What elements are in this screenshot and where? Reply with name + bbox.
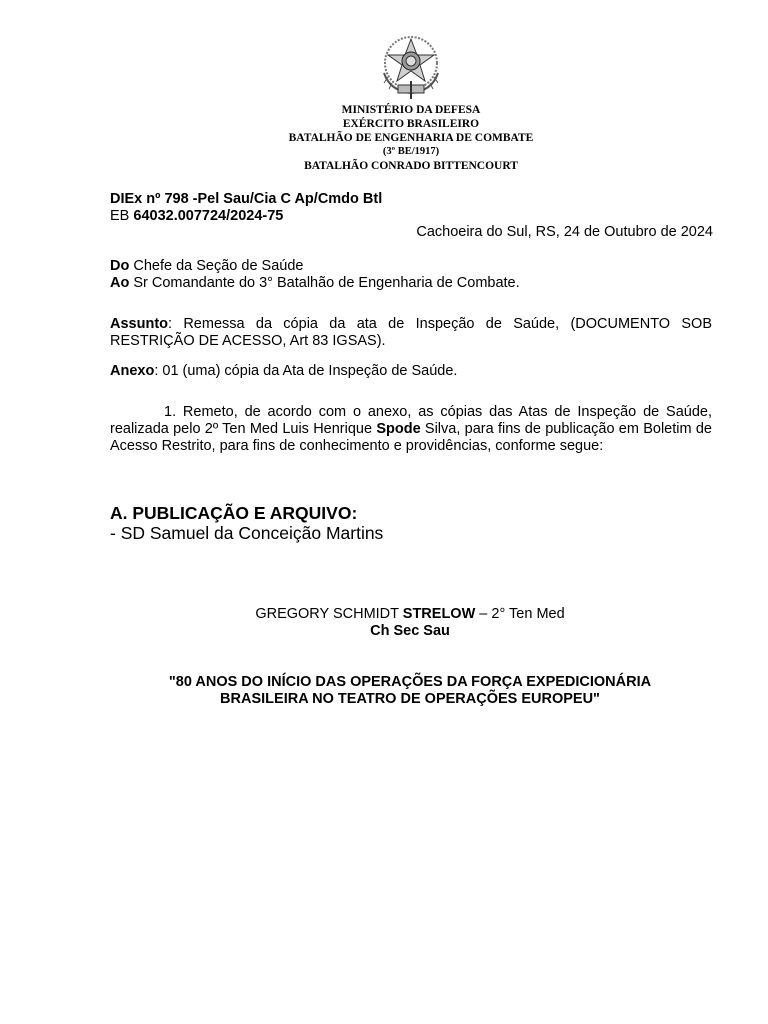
subject-label: Assunto (110, 316, 168, 332)
recipient-line (110, 275, 520, 292)
document-header (200, 103, 622, 173)
sender-label: Do (110, 258, 130, 274)
header-battalion-name: BATALHÃO CONRADO BITTENCOURT (304, 160, 518, 172)
signature-role: Ch Sec Sau (370, 623, 450, 639)
header-army: EXÉRCITO BRASILEIRO (342, 118, 480, 130)
motto-line2: BRASILEIRA NO TEATRO DE OPERAÇÕES EUROPEU" (220, 691, 600, 707)
recipient-text: Sr Comandante do 3° Batalhão de Engenharia de Combate. (129, 275, 520, 291)
coat-of-arms-emblem (368, 33, 454, 101)
document-date: Cachoeira do Sul, RS, 24 de Outubro de 2024 (416, 224, 713, 240)
paragraph-part1: 1. Remeto, de acordo com o anexo, as cópias das Atas de Inspeção de Saúde, realizada pelo 2º Ten Med Luis Henrique (110, 404, 712, 437)
annex-label: Anexo (110, 363, 155, 379)
subject-text: : Remessa da cópia da ata de Inspeção de Saúde, (DOCUMENTO SOB RESTRIÇÃO DE ACESSO, Art 83 IGSAS). (110, 316, 712, 349)
signature-rank: – 2° Ten Med (475, 606, 565, 622)
signature-name-prefix: GREGORY SCHMIDT (255, 606, 403, 622)
document-reference (110, 191, 382, 225)
publication-item: - SD Samuel da Conceição Martins (110, 523, 384, 543)
annex (110, 363, 457, 379)
sender-line (110, 258, 520, 275)
recipient-label: Ao (110, 275, 130, 291)
signature-block (110, 606, 710, 640)
eb-number: 64032.007724/2024-75 (133, 208, 284, 224)
publication-section (110, 503, 383, 543)
publication-heading: A. PUBLICAÇÃO E ARQUIVO: (110, 503, 358, 523)
motto-line1: "80 ANOS DO INÍCIO DAS OPERAÇÕES DA FORÇA EXPEDICIONÁRIA (168, 674, 652, 690)
sender-recipient (110, 258, 520, 292)
motto-quote (110, 674, 710, 708)
header-battalion: BATALHÃO DE ENGENHARIA DE COMBATE (288, 132, 534, 144)
annex-text: : 01 (uma) cópia da Ata de Inspeção de Saúde. (154, 363, 458, 379)
header-unit-code: (3º BE/1917) (382, 146, 440, 157)
signature-name-line (110, 606, 710, 623)
subject (110, 316, 712, 350)
sender-text: Chefe da Seção de Saúde (129, 258, 304, 274)
eb-number-line (110, 208, 382, 225)
signature-surname: STRELOW (402, 606, 476, 622)
paragraph-part2: Silva, para fins de publicação em Boletim de Acesso Restrito, para fins de conhecimento e providências, conforme segue: (110, 421, 712, 454)
diex-number: DIEx nº 798 -Pel Sau/Cia C Ap/Cmdo Btl (110, 191, 383, 207)
body-paragraph (110, 404, 712, 455)
header-ministry: MINISTÉRIO DA DEFESA (341, 104, 481, 116)
paragraph-bold-name: Spode (376, 421, 421, 437)
eb-prefix: EB (110, 208, 134, 224)
